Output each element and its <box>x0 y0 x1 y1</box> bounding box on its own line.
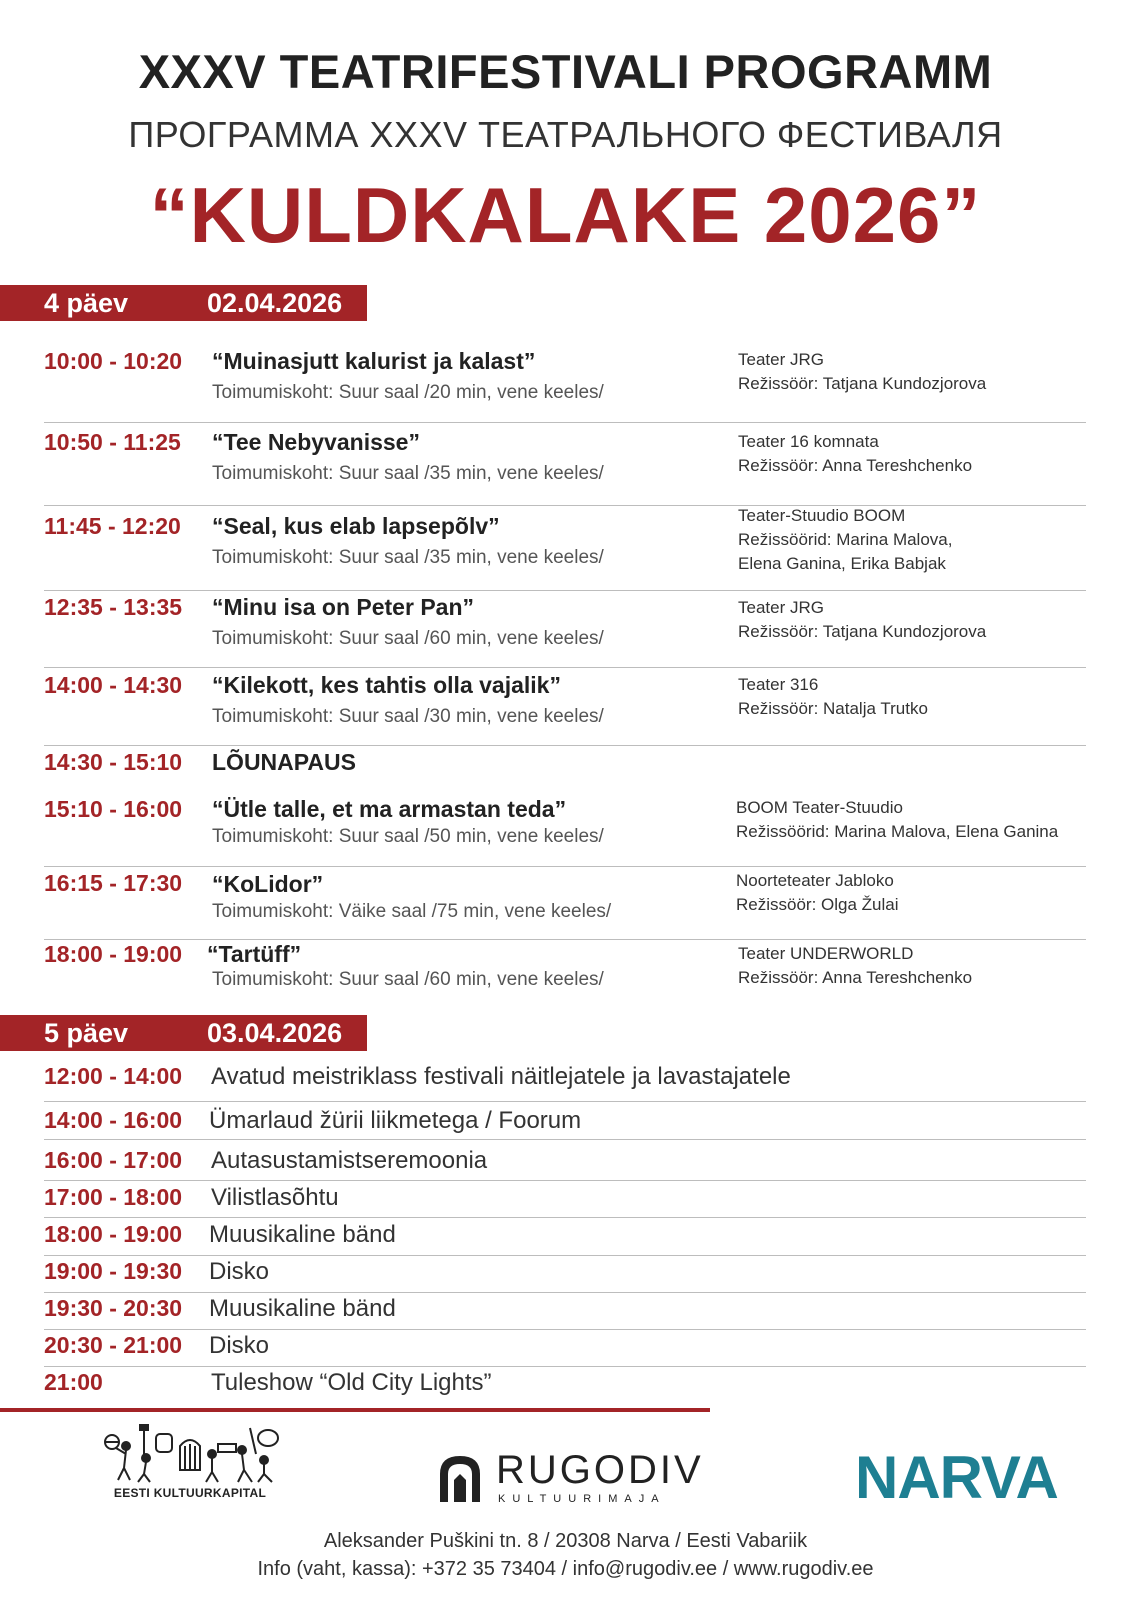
activity-text: Disko <box>209 1332 270 1359</box>
event-time: 15:10 - 16:00 <box>44 796 183 822</box>
theater-name: Teater UNDERWORLD <box>738 944 914 963</box>
event-title: “Muinasjutt kalurist ja kalast” <box>212 348 536 374</box>
row-divider <box>44 1180 1086 1181</box>
activity-time: 18:00 - 19:00 <box>44 1221 183 1247</box>
day-4-header <box>0 285 367 321</box>
event-venue: Toimumiskoht: Suur saal /35 min, vene keeles/ <box>212 547 604 568</box>
event-title: “Tee Nebyvanisse” <box>212 429 420 455</box>
director: Režissöör: Tatjana Kundozjorova <box>738 374 987 393</box>
row-divider <box>44 866 1086 867</box>
event-title: “Ütle talle, et ma armastan teda” <box>212 796 567 822</box>
day-label: 4 päev <box>44 288 129 318</box>
event-title: “Minu isa on Peter Pan” <box>212 594 474 620</box>
director: Režissöör: Anna Tereshchenko <box>738 456 973 475</box>
event-title: “Kilekott, kes tahtis olla vajalik” <box>212 672 561 698</box>
footer-divider <box>0 1408 710 1412</box>
theater-name: Teater 16 komnata <box>738 432 879 451</box>
event-venue: Toimumiskoht: Suur saal /35 min, vene keeles/ <box>212 463 604 484</box>
activity-time: 12:00 - 14:00 <box>44 1063 183 1089</box>
festival-title-ru: ПРОГРАММА XXXV ТЕАТРАЛЬНОГО ФЕСТИВАЛЯ <box>128 114 1003 155</box>
director: Režissöör: Anna Tereshchenko <box>738 968 973 987</box>
activity-text: Ümarlaud žürii liikmetega / Foorum <box>209 1107 582 1134</box>
event-venue: Toimumiskoht: Suur saal /60 min, vene keeles/ <box>212 628 604 649</box>
festival-name: “KULDKALAKE 2026” <box>149 171 982 259</box>
event-venue: Toimumiskoht: Suur saal /60 min, vene keeles/ <box>212 969 604 990</box>
director: Režissöörid: Marina Malova, <box>738 530 953 549</box>
event-info <box>736 796 1058 844</box>
event-time: 10:50 - 11:25 <box>44 429 181 455</box>
event-time: 18:00 - 19:00 <box>44 941 183 967</box>
theater-name: BOOM Teater-Stuudio <box>736 798 903 817</box>
event-title: “Tartüff” <box>207 941 302 967</box>
day-label: 5 päev <box>44 1018 129 1048</box>
rugodiv-name: RUGODIV <box>496 1448 704 1492</box>
row-divider <box>44 1366 1086 1367</box>
lunch-break: LÕUNAPAUS <box>212 749 356 775</box>
theater-name: Noorteteater Jabloko <box>736 871 894 890</box>
event-info <box>738 942 972 990</box>
activity-time: 16:00 - 17:00 <box>44 1147 183 1173</box>
row-divider <box>44 1255 1086 1256</box>
activity-text: Avatud meistriklass festivali näitlejatele ja lavastajatele <box>211 1063 791 1090</box>
row-divider <box>44 1329 1086 1330</box>
row-divider <box>44 422 1086 423</box>
activity-text: Muusikaline bänd <box>209 1221 396 1248</box>
event-time: 16:15 - 17:30 <box>44 870 183 896</box>
row-divider <box>44 667 1086 668</box>
activity-time: 19:30 - 20:30 <box>44 1295 183 1321</box>
event-venue: Toimumiskoht: Suur saal /20 min, vene keeles/ <box>212 382 604 403</box>
theater-name: Teater JRG <box>738 598 824 617</box>
event-venue: Toimumiskoht: Väike saal /75 min, vene keeles/ <box>212 901 612 922</box>
activity-time: 19:00 - 19:30 <box>44 1258 183 1284</box>
event-time: 14:00 - 14:30 <box>44 672 183 698</box>
kulka-figures-icon <box>100 1424 280 1484</box>
director: Režissöörid: Marina Malova, Elena Ganina <box>736 822 1059 841</box>
row-divider <box>44 590 1086 591</box>
event-title: “KoLidor” <box>212 871 324 897</box>
event-time: 12:35 - 13:35 <box>44 594 183 620</box>
rugodiv-gate-icon <box>436 1452 484 1504</box>
day-date: 03.04.2026 <box>207 1018 343 1048</box>
kulka-logo <box>100 1424 280 1506</box>
row-divider <box>44 745 1086 746</box>
event-venue: Toimumiskoht: Suur saal /50 min, vene keeles/ <box>212 826 604 847</box>
kulka-logo-text: EESTI KULTUURKAPITAL <box>113 1486 267 1500</box>
event-time: 10:00 - 10:20 <box>44 348 183 374</box>
event-title: “Seal, kus elab lapsepõlv” <box>212 513 500 539</box>
theater-name: Teater JRG <box>738 350 824 369</box>
row-divider <box>44 1139 1086 1140</box>
activity-time: 17:00 - 18:00 <box>44 1184 183 1210</box>
day-date: 02.04.2026 <box>207 288 343 318</box>
activity-text: Muusikaline bänd <box>209 1295 396 1322</box>
row-divider <box>44 939 1086 940</box>
row-divider <box>44 1292 1086 1293</box>
activity-text: Vilistlasõhtu <box>211 1184 339 1211</box>
event-info <box>736 869 899 917</box>
footer-address: Aleksander Puškini tn. 8 / 20308 Narva / Eesti Vabariik <box>323 1530 808 1552</box>
rugodiv-subtitle: KULTUURIMAJA <box>498 1493 666 1505</box>
day-5-header <box>0 1015 367 1051</box>
event-time: 11:45 - 12:20 <box>44 513 181 539</box>
event-info <box>738 673 928 721</box>
activity-text: Tuleshow “Old City Lights” <box>211 1369 492 1396</box>
event-info <box>738 596 986 644</box>
festival-title-et: XXXV TEATRIFESTIVALI PROGRAMM <box>138 45 993 98</box>
event-venue: Toimumiskoht: Suur saal /30 min, vene keeles/ <box>212 706 604 727</box>
theater-name: Teater 316 <box>738 675 819 694</box>
event-time: 14:30 - 15:10 <box>44 749 183 775</box>
event-info <box>738 430 972 478</box>
activity-time: 21:00 <box>44 1369 103 1395</box>
activity-time: 20:30 - 21:00 <box>44 1332 183 1358</box>
row-divider <box>44 1217 1086 1218</box>
row-divider <box>44 1101 1086 1102</box>
director-cont: Elena Ganina, Erika Babjak <box>738 554 946 573</box>
theater-name: Teater-Stuudio BOOM <box>738 506 906 525</box>
activity-text: Disko <box>209 1258 270 1285</box>
event-info <box>738 348 986 396</box>
activity-text: Autasustamistseremoonia <box>211 1147 488 1174</box>
event-info <box>738 504 952 576</box>
activity-time: 14:00 - 16:00 <box>44 1107 183 1133</box>
director: Režissöör: Natalja Trutko <box>738 699 928 718</box>
director: Režissöör: Tatjana Kundozjorova <box>738 622 987 641</box>
footer-contact: Info (vaht, kassa): +372 35 73404 / info@rugodiv.ee / www.rugodiv.ee <box>257 1558 874 1580</box>
rugodiv-logo <box>436 1448 706 1508</box>
narva-logo: NARVA <box>855 1444 1058 1511</box>
director: Režissöör: Olga Žulai <box>736 895 899 914</box>
